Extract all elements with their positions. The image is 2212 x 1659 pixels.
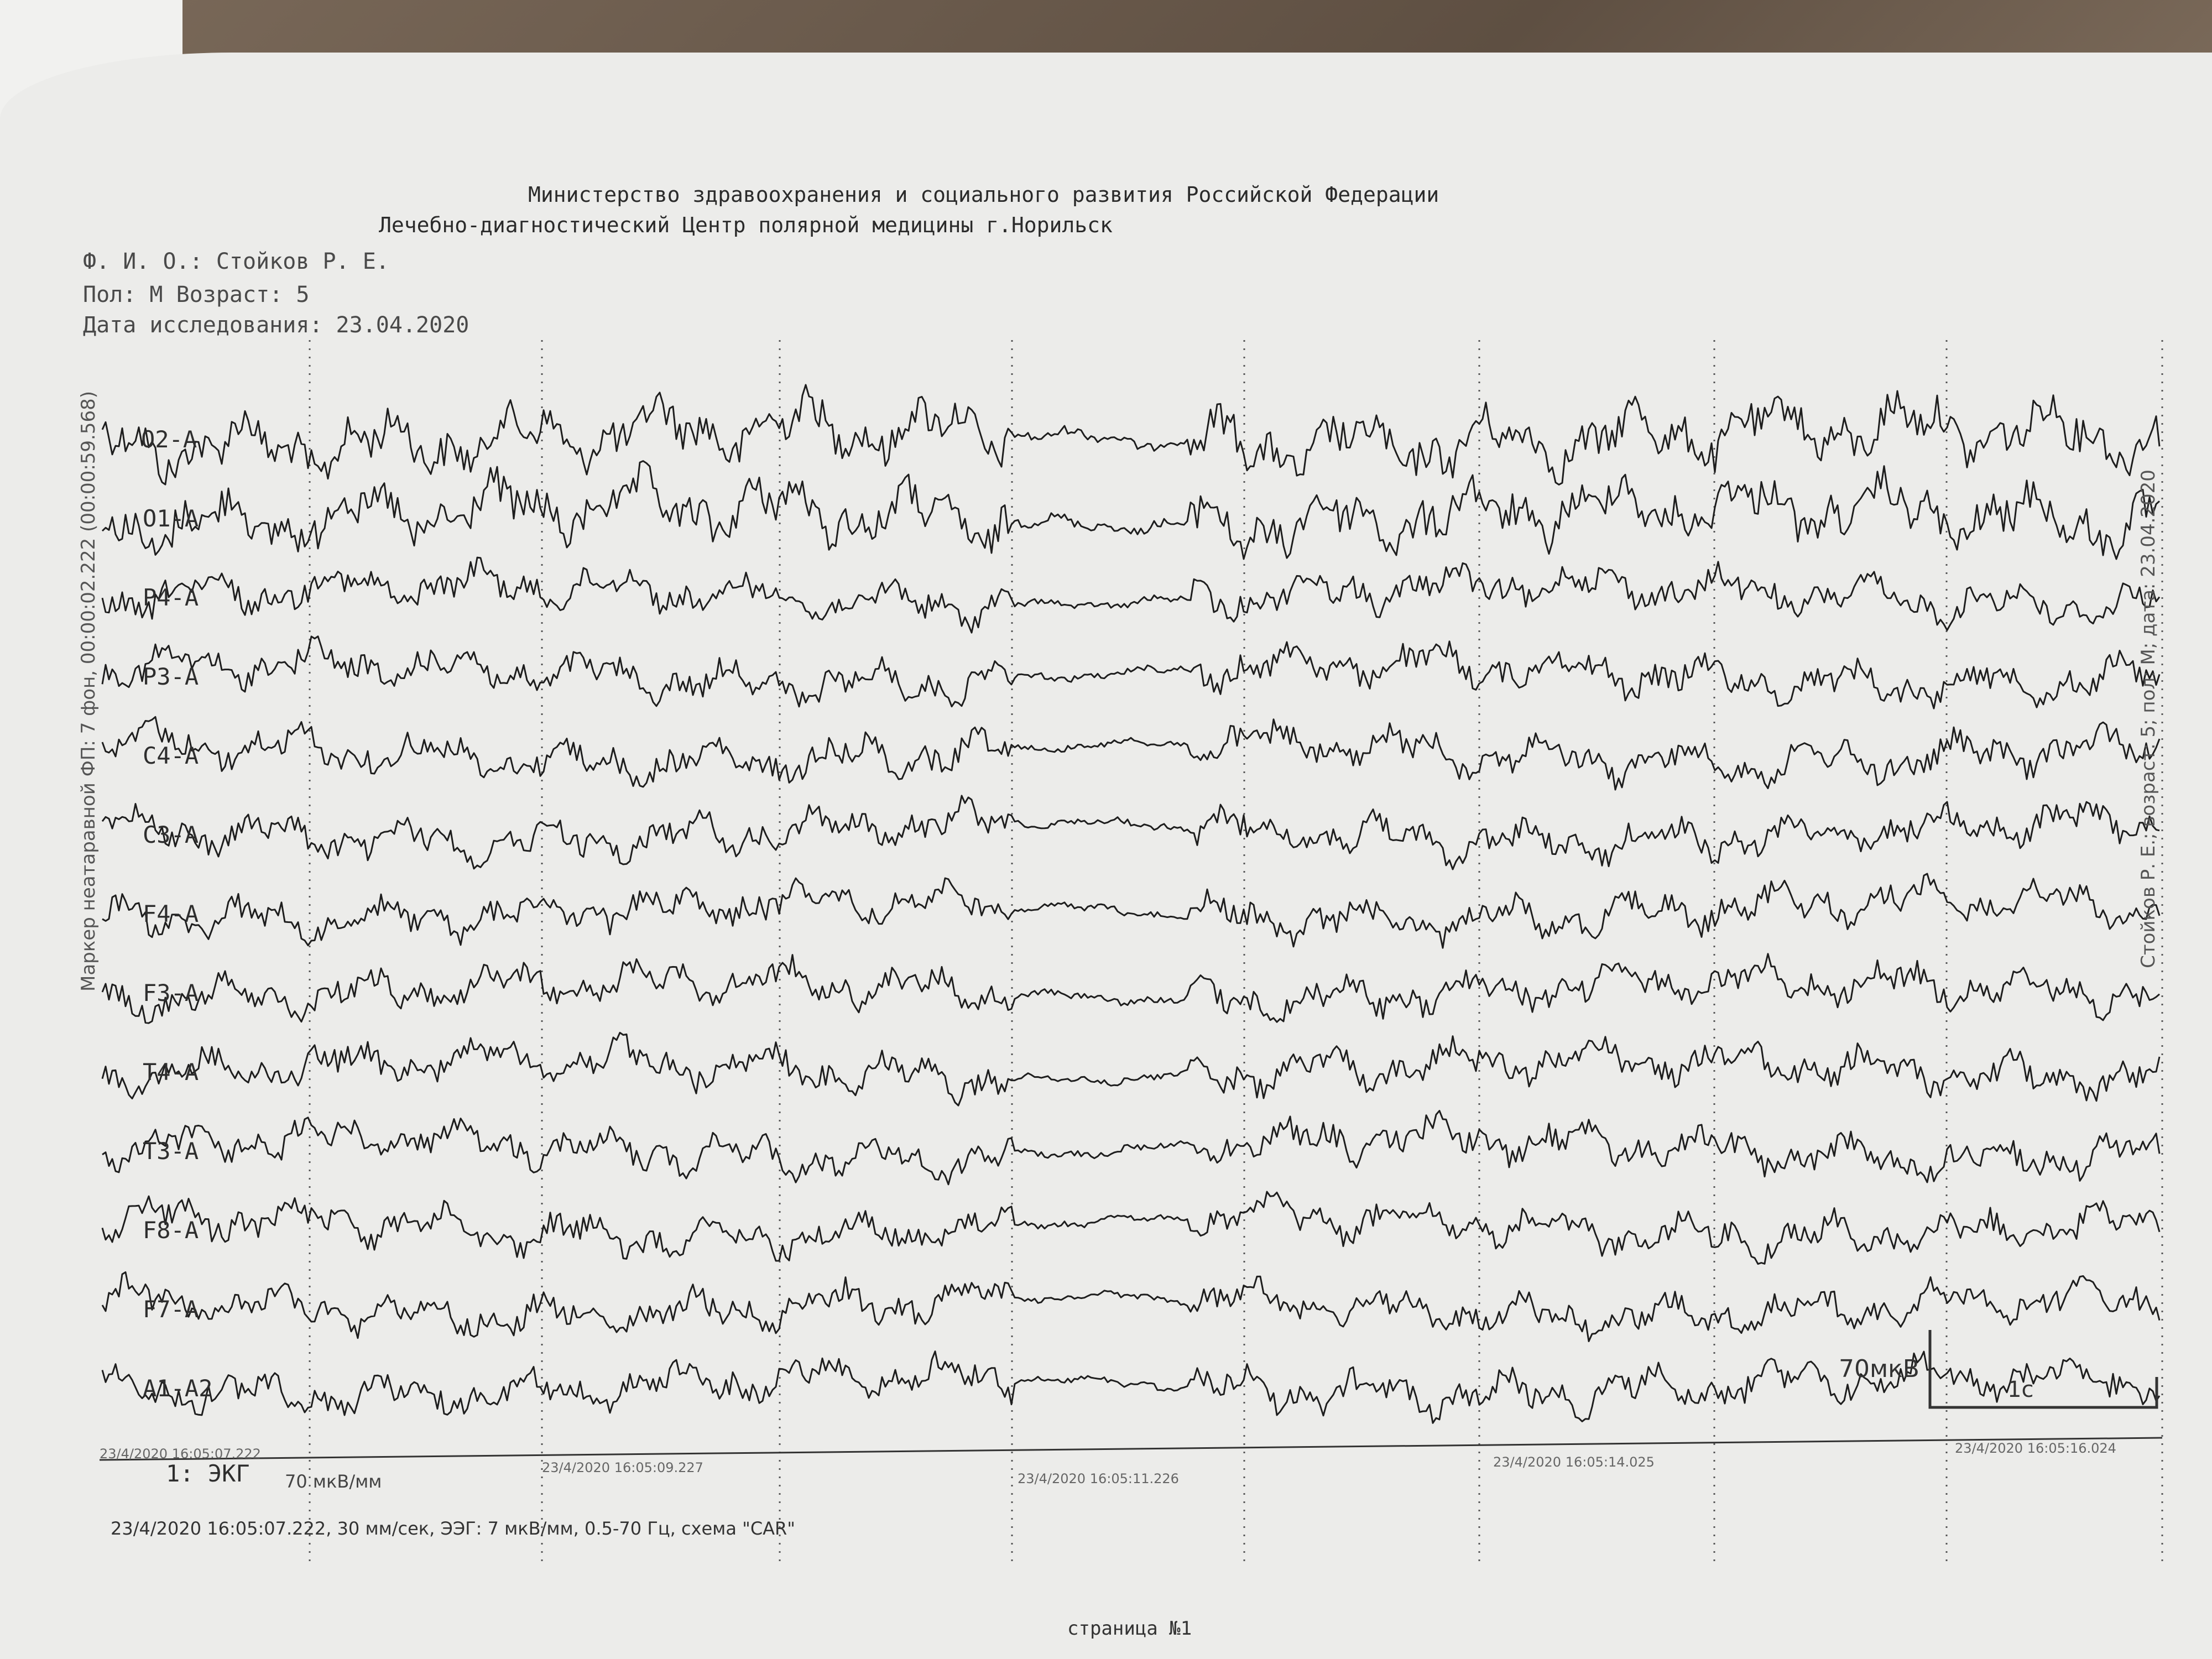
patient-sex-age: Пол: М Возраст: 5 — [83, 282, 310, 307]
exam-date: Дата исследования: 23.04.2020 — [83, 312, 469, 338]
channel-label: A1-A2 — [143, 1375, 213, 1402]
channel-label: T3-A — [143, 1138, 199, 1165]
page-number: страница №1 — [1067, 1618, 1192, 1640]
patient-name: Ф. И. О.: Стойков Р. Е. — [83, 249, 389, 274]
eeg-trace — [102, 796, 2159, 869]
channel-label: O2-A — [141, 426, 197, 453]
center-title: Лечебно-диагностический Центр полярной медицины г.Норильск — [379, 213, 1113, 237]
timestamp-5: 23/4/2020 16:05:16.024 — [1955, 1441, 2116, 1456]
channel-label: F7-A — [143, 1296, 199, 1323]
eeg-trace — [102, 717, 2159, 790]
eeg-trace — [102, 1032, 2159, 1105]
eeg-trace — [102, 1272, 2159, 1342]
timestamp-2: 23/4/2020 16:05:09.227 — [542, 1460, 703, 1475]
calibration-time: 1с — [2007, 1377, 2034, 1402]
eeg-trace — [102, 637, 2159, 708]
recording-parameters: 23/4/2020 16:05:07.222, 30 мм/сек, ЭЭГ: 7 мкВ/мм, 0.5-70 Гц, схема "CAR" — [111, 1518, 795, 1539]
calibration-voltage: 70мкВ — [1839, 1355, 1919, 1383]
ecg-scale: 70 мкВ/мм — [285, 1471, 382, 1492]
channel-label: F8-A — [143, 1217, 199, 1244]
channel-label: C4-A — [143, 742, 199, 769]
channel-label: F3-A — [143, 979, 199, 1006]
right-margin-caption: Стойков Р. Е.; возраст: 5; пол: М; дата: 23.04.2020 — [2137, 469, 2159, 968]
channel-label: P3-A — [143, 663, 199, 690]
eeg-trace — [102, 557, 2159, 633]
channel-label: P4-A — [143, 584, 199, 611]
timestamp-1: 23/4/2020 16:05:07.222 — [100, 1446, 261, 1462]
timestamp-3: 23/4/2020 16:05:11.226 — [1018, 1471, 1179, 1486]
ecg-channel-label: 1: ЭКГ — [166, 1460, 250, 1487]
eeg-trace — [102, 385, 2159, 485]
ministry-title: Министерство здравоохранения и социального развития Российской Федерации — [528, 182, 1439, 207]
eeg-trace — [102, 461, 2159, 559]
channel-label: F4-A — [143, 900, 199, 927]
calibration-mark — [1930, 1330, 2157, 1407]
ecg-baseline — [100, 1438, 2162, 1460]
eeg-trace — [102, 954, 2159, 1023]
left-margin-caption: Маркер неатаравной ФП: 7 фон, 00:00:02.222 (00:00:59.568) — [77, 390, 100, 992]
eeg-trace — [102, 874, 2159, 948]
eeg-traces — [102, 385, 2159, 1423]
channel-label: O1-A — [143, 505, 199, 532]
channel-label: C3-A — [143, 821, 199, 848]
eeg-trace — [102, 1192, 2159, 1264]
timestamp-4: 23/4/2020 16:05:14.025 — [1493, 1454, 1655, 1470]
eeg-trace — [102, 1111, 2159, 1185]
calibration-bracket — [1930, 1330, 2157, 1407]
channel-label: T4-A — [143, 1058, 199, 1086]
